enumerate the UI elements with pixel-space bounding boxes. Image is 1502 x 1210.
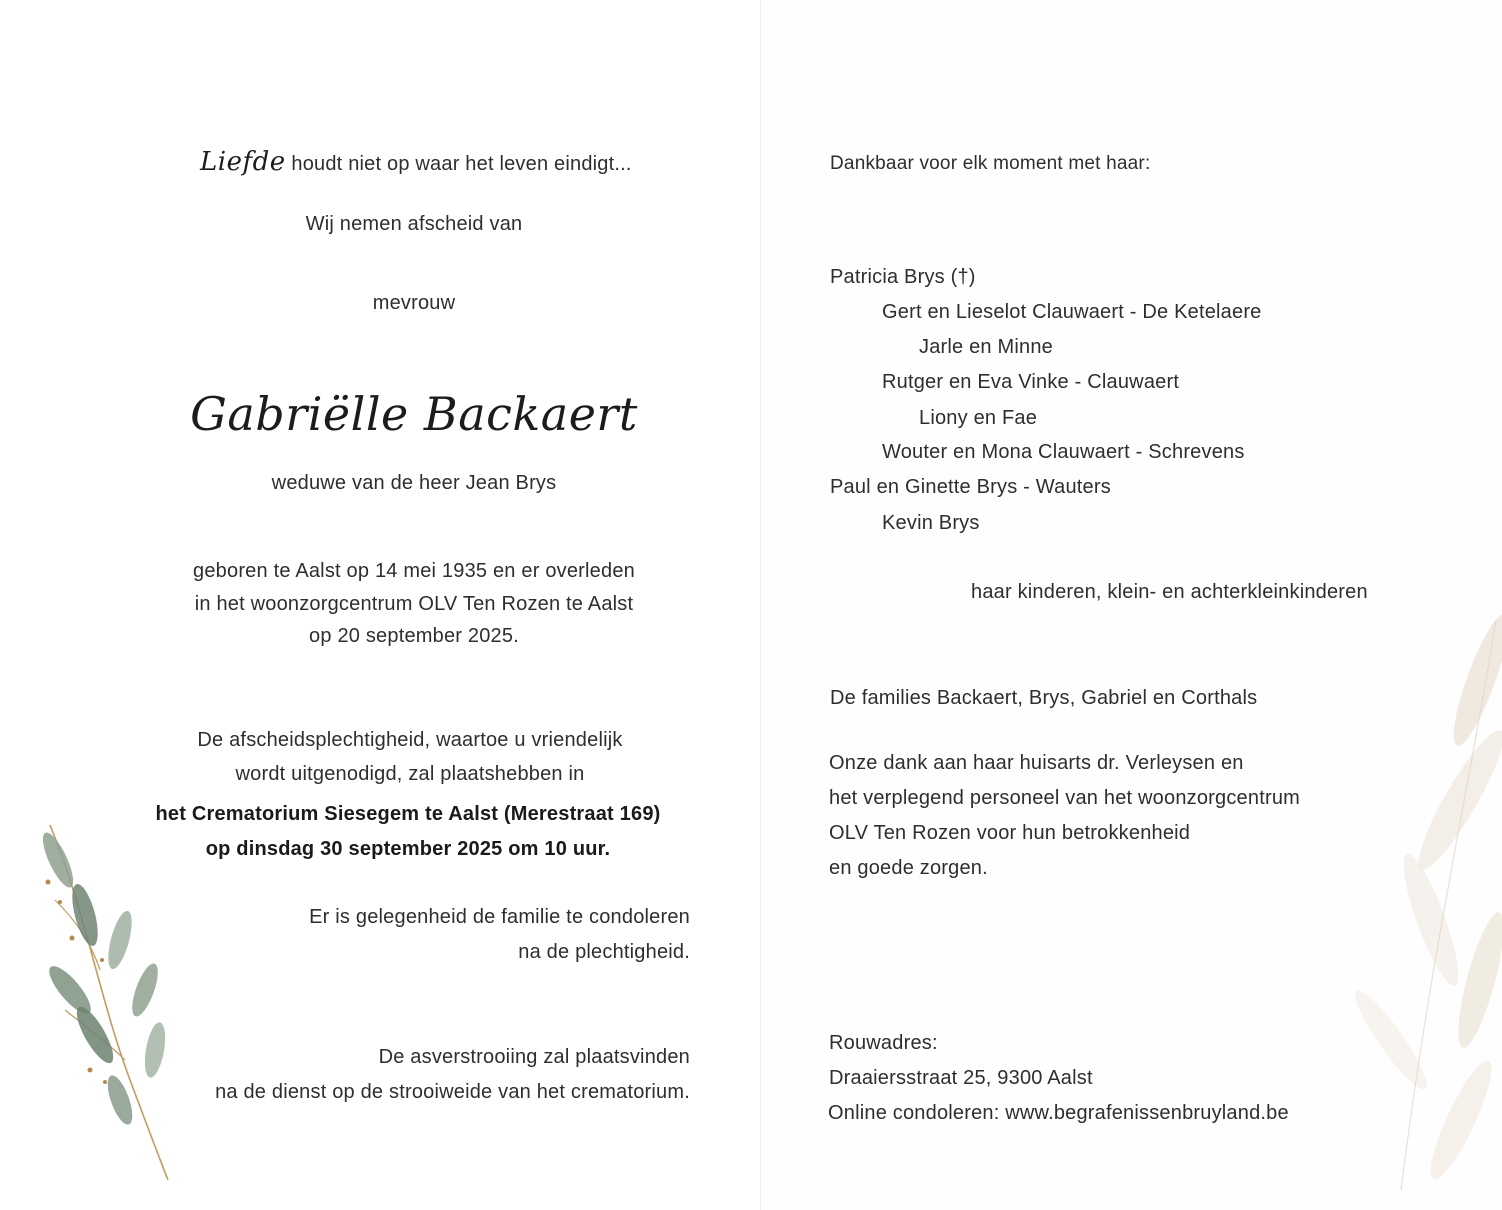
family-member: Rutger en Eva Vinke - Clauwaert bbox=[882, 371, 1180, 393]
family-member: Gert en Lieselot Clauwaert - De Ketelaere bbox=[882, 301, 1262, 323]
gratitude-line-4: en goede zorgen. bbox=[829, 857, 988, 879]
thanks-heading: Dankbaar voor elk moment met haar: bbox=[830, 153, 1151, 174]
gratitude-line-2: het verplegend personeel van het woonzorgcentrum bbox=[829, 787, 1301, 809]
condolence-line-2: na de plechtigheid. bbox=[518, 941, 690, 963]
intro-text: Wij nemen afscheid van bbox=[305, 213, 523, 235]
family-member: Paul en Ginette Brys - Wauters bbox=[830, 476, 1111, 498]
birth-line-2: in het woonzorgcentrum OLV Ten Rozen te Aalst bbox=[194, 593, 634, 615]
ceremony-line-2: wordt uitgenodigd, zal plaatshebben in bbox=[235, 763, 585, 785]
widow-of-text: weduwe van de heer Jean Brys bbox=[271, 472, 557, 494]
online-condolence: Online condoleren: www.begrafenissenbruyland.be bbox=[828, 1102, 1289, 1124]
gratitude-line-1: Onze dank aan haar huisarts dr. Verleysen en bbox=[829, 752, 1244, 774]
family-member: Liony en Fae bbox=[919, 407, 1038, 429]
right-page bbox=[761, 0, 1502, 1210]
watercolor-leaves-icon bbox=[1281, 600, 1502, 1200]
address-label: Rouwadres: bbox=[829, 1032, 938, 1054]
birth-line-1: geboren te Aalst op 14 mei 1935 en er overleden bbox=[193, 560, 635, 582]
motto bbox=[200, 147, 632, 177]
deceased-name: Gabriëlle Backaert bbox=[190, 387, 638, 441]
address-text: Draaiersstraat 25, 9300 Aalst bbox=[829, 1067, 1093, 1089]
venue-line-1: het Crematorium Siesegem te Aalst (Merestraat 169) bbox=[155, 803, 661, 825]
ceremony-line-1: De afscheidsplechtigheid, waartoe u vriendelijk bbox=[197, 729, 623, 751]
family-member: Patricia Brys (†) bbox=[830, 266, 976, 288]
eucalyptus-branch-icon bbox=[30, 820, 180, 1185]
venue-line-2: op dinsdag 30 september 2025 om 10 uur. bbox=[205, 838, 611, 860]
birth-line-3: op 20 september 2025. bbox=[309, 625, 519, 647]
scatter-line-2: na de dienst op de strooiweide van het crematorium. bbox=[215, 1081, 690, 1103]
family-member: Wouter en Mona Clauwaert - Schrevens bbox=[882, 441, 1245, 463]
family-caption: haar kinderen, klein- en achterkleinkinderen bbox=[971, 581, 1368, 603]
title-text: mevrouw bbox=[372, 292, 456, 314]
gratitude-line-3: OLV Ten Rozen voor hun betrokkenheid bbox=[829, 822, 1191, 844]
motto-script-word: Liefde bbox=[200, 147, 286, 177]
family-member: Kevin Brys bbox=[882, 512, 980, 534]
family-member: Jarle en Minne bbox=[919, 336, 1053, 358]
condolence-line-1: Er is gelegenheid de familie te condoleren bbox=[309, 906, 690, 928]
motto-text: houdt niet op waar het leven eindigt... bbox=[291, 153, 632, 175]
families-line: De families Backaert, Brys, Gabriel en Corthals bbox=[830, 687, 1258, 709]
scatter-line-1: De asverstrooiing zal plaatsvinden bbox=[378, 1046, 690, 1068]
